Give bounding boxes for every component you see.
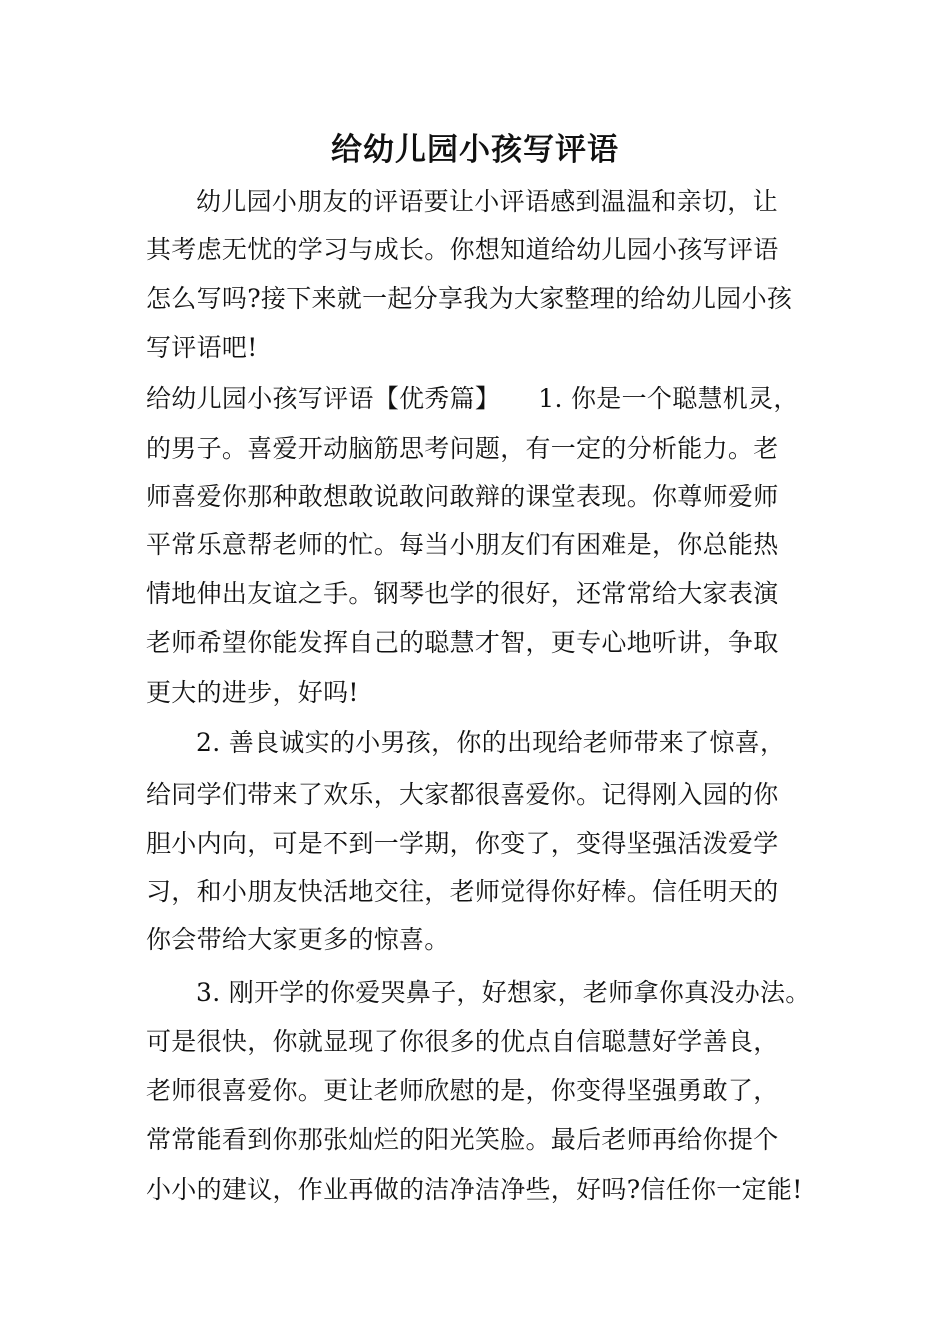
paragraph-line: 2. 善良诚实的小男孩，你的出现给老师带来了惊喜，: [196, 728, 786, 757]
paragraph-line: 3. 刚开学的你爱哭鼻子，好想家，老师拿你真没办法。: [196, 978, 811, 1007]
paragraph-line: 老师很喜爱你。更让老师欣慰的是，你变得坚强勇敢了，: [146, 1076, 779, 1105]
paragraph-line: 的男子。喜爱开动脑筋思考问题，有一定的分析能力。老: [146, 434, 779, 463]
paragraph-line: 写评语吧!: [146, 333, 258, 362]
paragraph-line: 常常能看到你那张灿烂的阳光笑脸。最后老师再给你提个: [146, 1125, 779, 1154]
paragraph-line: 怎么写吗?接下来就一起分享我为大家整理的给幼儿园小孩: [146, 284, 793, 313]
paragraph-line: 习，和小朋友快活地交往，老师觉得你好棒。信任明天的: [146, 877, 779, 906]
paragraph-line: 老师希望你能发挥自己的聪慧才智，更专心地听讲，争取: [146, 628, 779, 657]
paragraph-line: 更大的进步，好吗!: [146, 678, 359, 707]
paragraph-line: 其考虑无忧的学习与成长。你想知道给幼儿园小孩写评语: [146, 235, 779, 264]
section-heading-line: 给幼儿园小孩写评语【优秀篇】 1. 你是一个聪慧机灵，: [146, 384, 799, 413]
paragraph-line: 情地伸出友谊之手。钢琴也学的很好，还常常给大家表演: [146, 579, 779, 608]
paragraph-line: 平常乐意帮老师的忙。每当小朋友们有困难是，你总能热: [146, 530, 779, 559]
paragraph-line: 胆小内向，可是不到一学期，你变了，变得坚强活泼爱学: [146, 829, 779, 858]
paragraph-line: 可是很快，你就显现了你很多的优点自信聪慧好学善良，: [146, 1027, 779, 1056]
paragraph-line: 小小的建议，作业再做的洁净洁净些，好吗?信任你一定能!: [146, 1175, 803, 1204]
document-title: 给幼儿园小孩写评语: [331, 132, 619, 168]
paragraph-line: 你会带给大家更多的惊喜。: [146, 925, 450, 954]
paragraph-line: 师喜爱你那种敢想敢说敢问敢辩的课堂表现。你尊师爱师: [146, 482, 779, 511]
paragraph-line: 幼儿园小朋友的评语要让小评语感到温温和亲切，让: [196, 187, 778, 216]
paragraph-line: 给同学们带来了欢乐，大家都很喜爱你。记得刚入园的你: [146, 780, 779, 809]
